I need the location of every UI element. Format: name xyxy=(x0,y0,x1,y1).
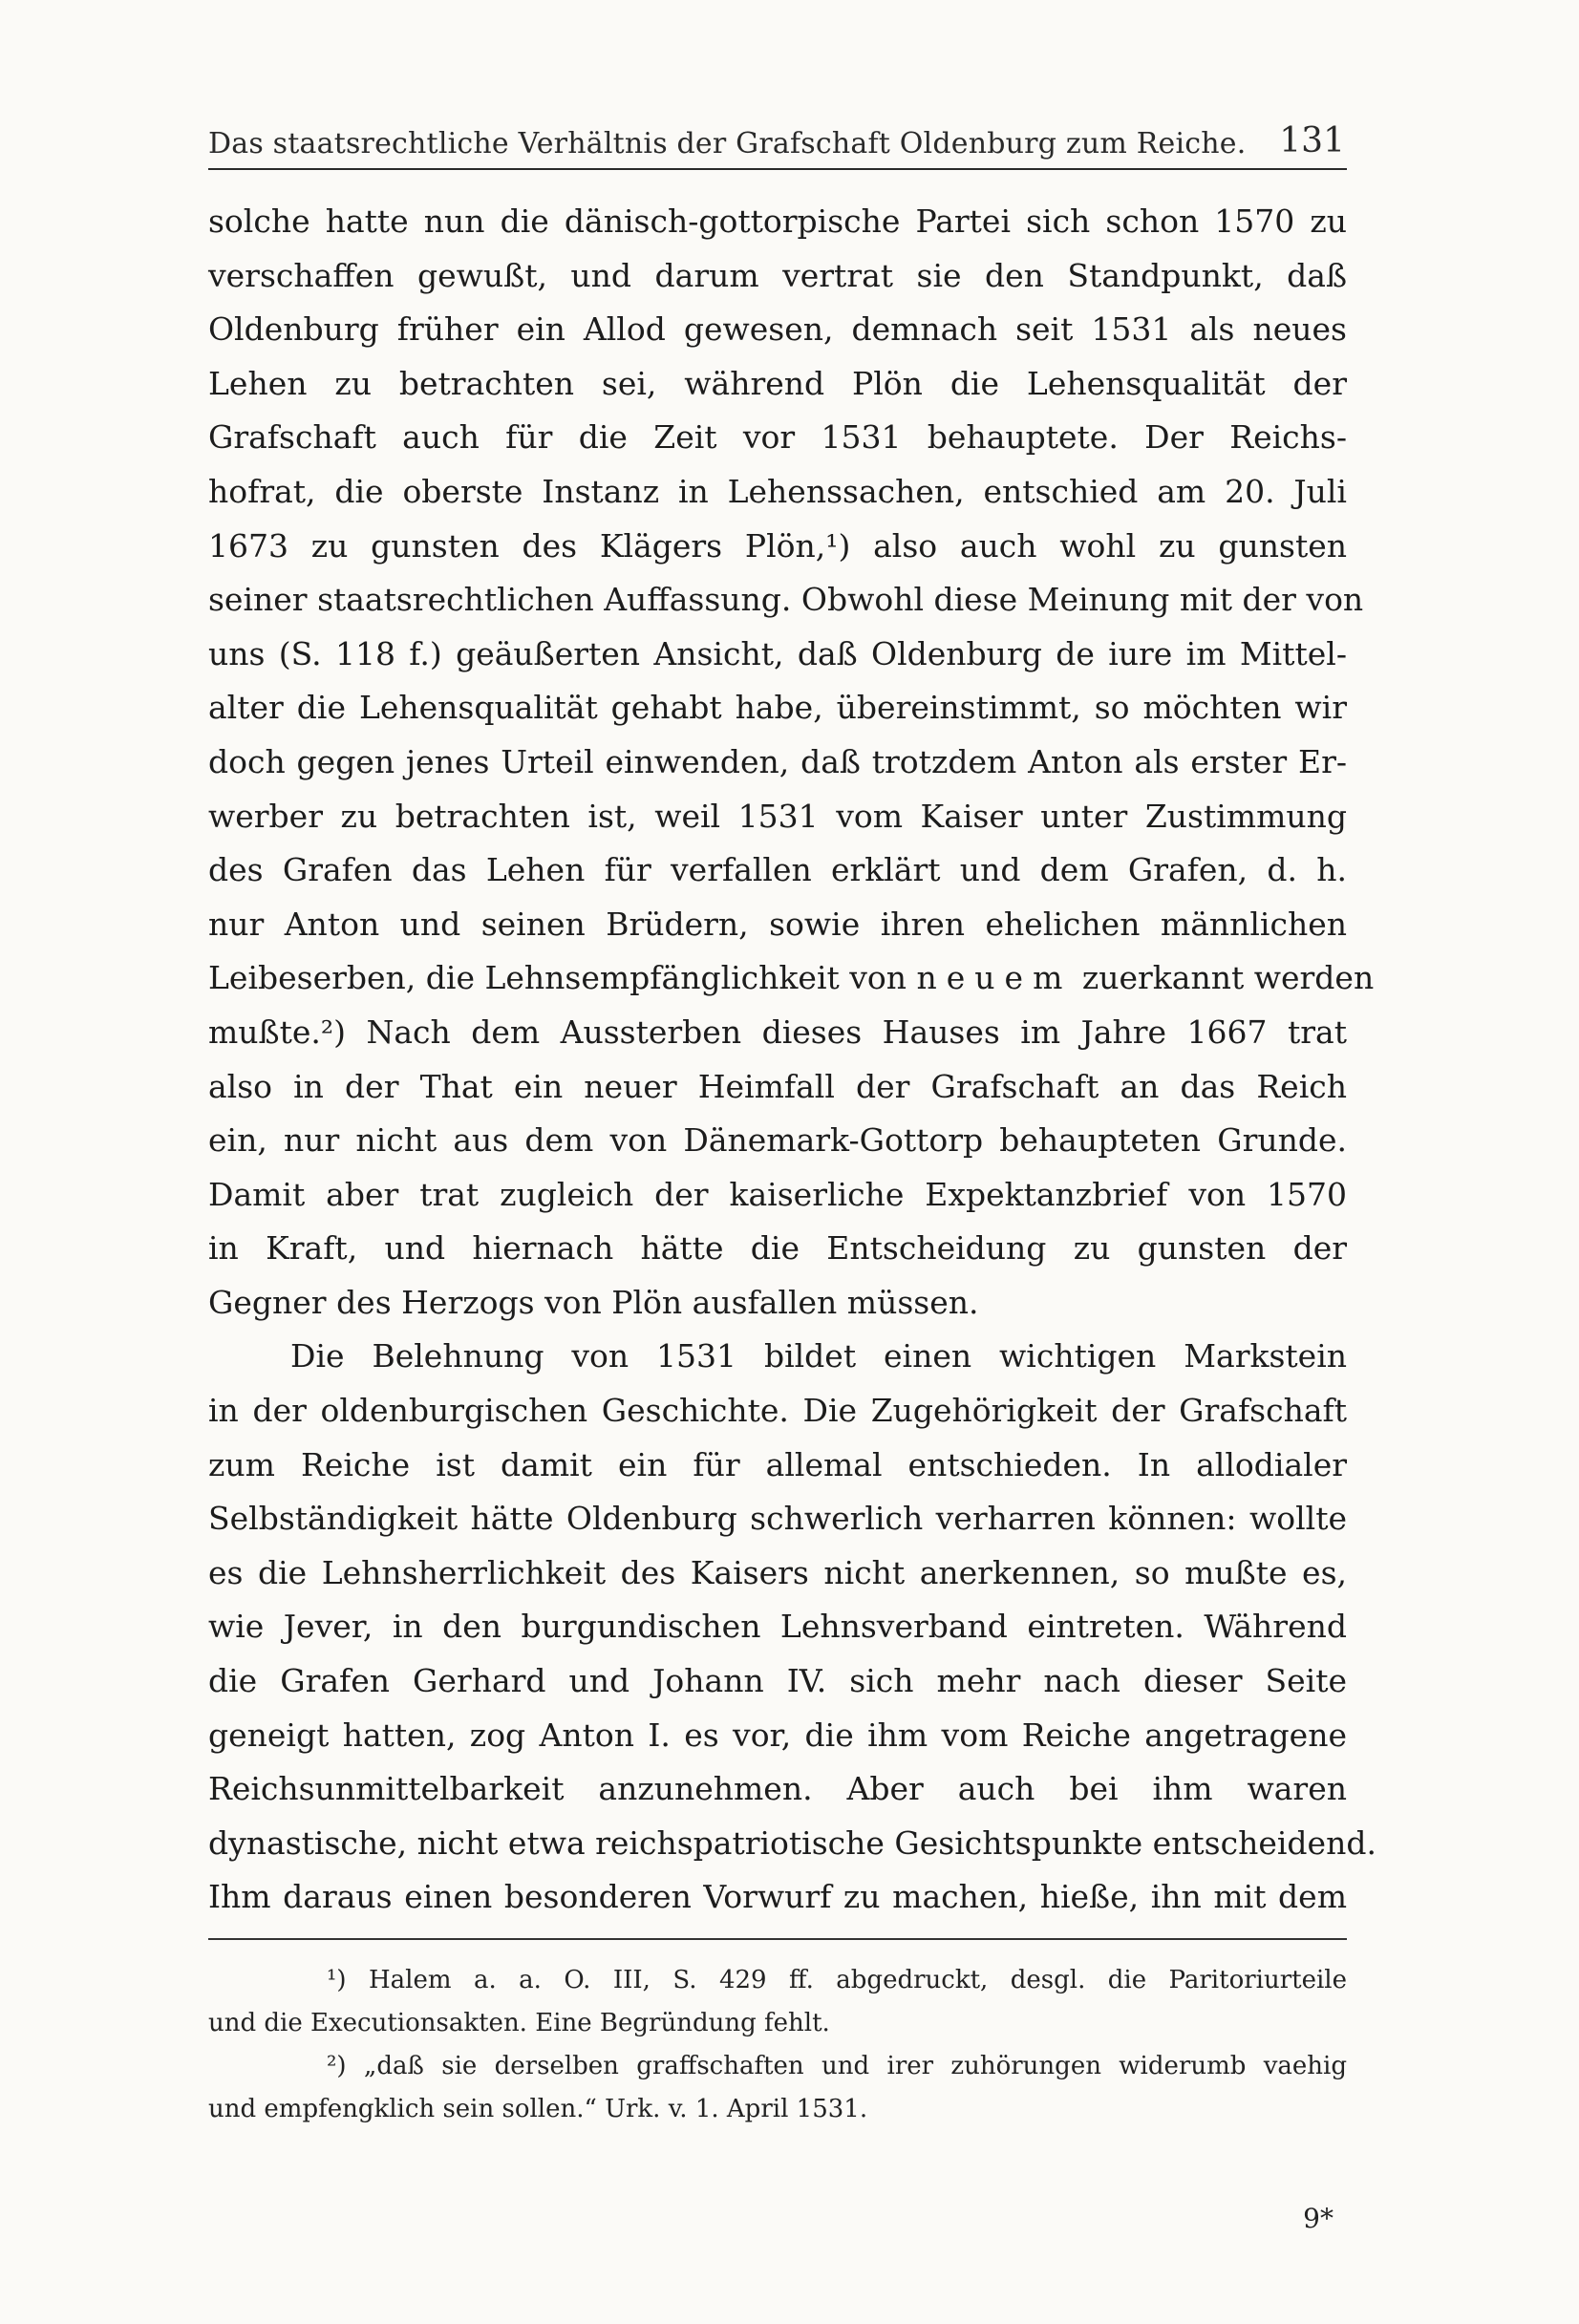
text-line: also in der That ein neuer Heimfall der Grafschaft an das Reich xyxy=(208,1067,1347,1105)
text-line: des Grafen das Lehen für verfallen erklärt und dem Grafen, d. h. xyxy=(208,851,1347,889)
text-line: geneigt hatten, zog Anton I. es vor, die ihm vom Reiche angetragene xyxy=(208,1716,1347,1754)
text-line: Oldenburg früher ein Allod gewesen, demnach seit 1531 als neues xyxy=(208,310,1347,349)
text-line: verschaffen gewußt, und darum vertrat sie den Standpunkt, daß xyxy=(208,256,1347,294)
text-line: zum Reiche ist damit ein für allemal entschieden. In allodialer xyxy=(208,1445,1347,1483)
text-line: die Grafen Gerhard und Johann IV. sich mehr nach dieser Seite xyxy=(208,1662,1347,1700)
text-line: Ihm daraus einen besonderen Vorwurf zu machen, hieße, ihn mit dem xyxy=(208,1878,1347,1916)
main-text xyxy=(208,195,1376,1925)
text-line: Lehen zu betrachten sei, während Plön die Lehensqualität der xyxy=(208,364,1347,402)
text-line: hofrat, die oberste Instanz in Lehenssachen, entschied am 20. Juli xyxy=(208,472,1347,510)
text-line: nur Anton und seinen Brüdern, sowie ihren ehelichen männlichen xyxy=(208,905,1347,943)
footnote-2-line-1: ²) „daß sie derselben graffschaften und irer zuhörungen widerumb vaehig xyxy=(327,2052,1347,2080)
text-line: 1673 zu gunsten des Klägers Plön,¹) also auch wohl zu gunsten xyxy=(208,526,1347,565)
text-line: Reichsunmittelbarkeit anzunehmen. Aber auch bei ihm waren xyxy=(208,1770,1347,1808)
running-header xyxy=(208,115,1347,170)
text-line: ein, nur nicht aus dem von Dänemark-Gottorp behaupteten Grunde. xyxy=(208,1121,1347,1160)
text-line: uns (S. 118 f.) geäußerten Ansicht, daß Oldenburg de iure im Mittel- xyxy=(208,634,1347,672)
footnote-1-line-1: ¹) Halem a. a. O. III, S. 429 ff. abgedruckt, desgl. die Paritoriurteile xyxy=(327,1966,1347,1994)
text-line: in der oldenburgischen Geschichte. Die Zugehörigkeit der Grafschaft xyxy=(208,1392,1347,1430)
header-title: Das staatsrechtliche Verhältnis der Grafschaft Oldenburg zum Reiche. xyxy=(208,127,1247,160)
text-line: es die Lehnsherrlichkeit des Kaisers nicht anerkennen, so mußte es, xyxy=(208,1553,1347,1591)
text-line: seiner staatsrechtlichen Auffassung. Obwohl diese Meinung mit der von xyxy=(208,581,1364,619)
page-number: 131 xyxy=(1279,121,1345,160)
footnote-divider xyxy=(208,1938,1347,1940)
text-line: in Kraft, und hiernach hätte die Entscheidung zu gunsten der xyxy=(208,1229,1347,1268)
footnotes xyxy=(208,1959,1347,2131)
text-line: dynastische, nicht etwa reichspatriotische Gesichtspunkte entscheidend. xyxy=(208,1823,1376,1862)
printer-signature: 9* xyxy=(1303,2203,1334,2234)
text-line: wie Jever, in den burgundischen Lehnsverband eintreten. Während xyxy=(208,1608,1347,1646)
text-line: alter die Lehensqualität gehabt habe, übereinstimmt, so möchten wir xyxy=(208,689,1347,727)
footnote-2-line-2: und empfengklich sein sollen.“ Urk. v. 1. April 1531. xyxy=(208,2095,868,2123)
text-line: werber zu betrachten ist, weil 1531 vom Kaiser unter Zustimmung xyxy=(208,797,1347,835)
text-line: solche hatte nun die dänisch-gottorpische Partei sich schon 1570 zu xyxy=(208,203,1347,240)
text-line: Damit aber trat zugleich der kaiserliche Expektanzbrief von 1570 xyxy=(208,1175,1347,1213)
paragraph-start-line: Die Belehnung von 1531 bildet einen wichtigen Markstein xyxy=(290,1337,1347,1375)
text-line: doch gegen jenes Urteil einwenden, daß trotzdem Anton als erster Er- xyxy=(208,742,1347,780)
text-line: mußte.²) Nach dem Aussterben dieses Hauses im Jahre 1667 trat xyxy=(208,1013,1347,1051)
text-line: Grafschaft auch für die Zeit vor 1531 behauptete. Der Reichs- xyxy=(208,418,1347,457)
text-line: Leibeserben, die Lehnsempfänglichkeit von neuem zuerkannt werden xyxy=(208,959,1375,997)
text-line: Gegner des Herzogs von Plön ausfallen müssen. xyxy=(208,1283,979,1321)
book-page xyxy=(208,115,1376,2254)
footnote-1-line-2: und die Executionsakten. Eine Begründung fehlt. xyxy=(208,2009,830,2037)
emphasized-word: neuem xyxy=(916,959,1073,997)
text-line: Selbständigkeit hätte Oldenburg schwerlich verharren können: wollte xyxy=(208,1500,1347,1538)
